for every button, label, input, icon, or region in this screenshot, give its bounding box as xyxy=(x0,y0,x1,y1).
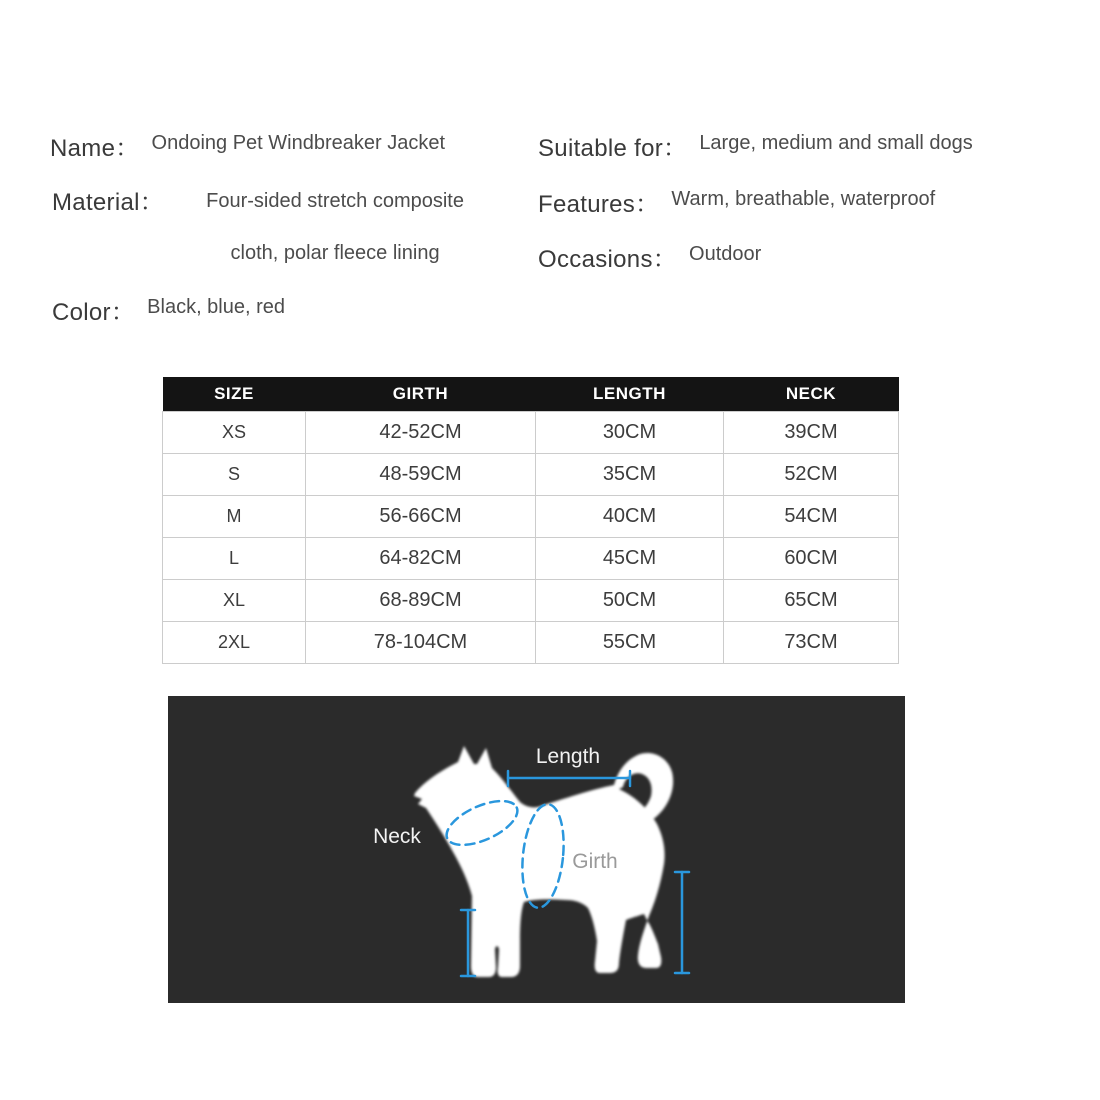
material-value-line1: Four-sided stretch composite xyxy=(206,190,464,212)
table-cell: XL xyxy=(163,580,306,622)
table-cell: M xyxy=(163,496,306,538)
table-row xyxy=(163,538,899,580)
table-header-girth: GIRTH xyxy=(306,377,536,412)
info-row-color xyxy=(52,292,285,327)
table-cell: 48-59CM xyxy=(306,454,536,496)
girth-label: Girth xyxy=(572,850,618,873)
color-value: Black, blue, red xyxy=(147,296,286,318)
name-value: Ondoing Pet Windbreaker Jacket xyxy=(151,132,446,154)
occasions-label: Occasions： xyxy=(538,246,678,273)
length-measure-line xyxy=(508,771,630,786)
dog-silhouette xyxy=(414,746,673,977)
table-cell: 68-89CM xyxy=(306,580,536,622)
measuring-diagram-panel xyxy=(168,696,905,1003)
table-cell: 54CM xyxy=(724,496,899,538)
info-row-features xyxy=(538,184,935,219)
material-value xyxy=(176,182,494,268)
occasions-value: Outdoor xyxy=(689,243,762,265)
table-header-length: LENGTH xyxy=(536,377,724,412)
color-label: Color： xyxy=(52,299,136,326)
table-row xyxy=(163,580,899,622)
table-cell: 78-104CM xyxy=(306,622,536,664)
size-table-body xyxy=(163,412,899,664)
table-cell: 52CM xyxy=(724,454,899,496)
info-row-occasions xyxy=(538,239,761,274)
table-cell: 30CM xyxy=(536,412,724,454)
suitable-for-value: Large, medium and small dogs xyxy=(699,132,973,154)
material-value-line2: cloth, polar fleece lining xyxy=(230,242,440,264)
rear-height-line xyxy=(675,872,689,973)
features-value: Warm, breathable, waterproof xyxy=(671,188,936,210)
length-label: Length xyxy=(535,745,601,768)
table-cell: 64-82CM xyxy=(306,538,536,580)
table-cell: 42-52CM xyxy=(306,412,536,454)
table-row xyxy=(163,496,899,538)
table-cell: 55CM xyxy=(536,622,724,664)
table-cell: 65CM xyxy=(724,580,899,622)
neck-label: Neck xyxy=(373,825,421,848)
table-cell: 35CM xyxy=(536,454,724,496)
table-cell: 60CM xyxy=(724,538,899,580)
table-cell: 73CM xyxy=(724,622,899,664)
table-row xyxy=(163,454,899,496)
table-cell: 56-66CM xyxy=(306,496,536,538)
table-cell: 40CM xyxy=(536,496,724,538)
info-row-material xyxy=(52,182,494,268)
table-cell: XS xyxy=(163,412,306,454)
table-header-row xyxy=(163,377,899,412)
suitable-for-label: Suitable for： xyxy=(538,135,688,162)
dog-measure-diagram xyxy=(168,696,905,1003)
table-row xyxy=(163,622,899,664)
table-row xyxy=(163,412,899,454)
table-header-size: SIZE xyxy=(163,377,306,412)
info-row-suitable-for xyxy=(538,128,973,163)
table-cell: 39CM xyxy=(724,412,899,454)
info-row-name xyxy=(50,128,445,163)
table-cell: L xyxy=(163,538,306,580)
material-label: Material： xyxy=(52,189,165,216)
table-cell: S xyxy=(163,454,306,496)
table-cell: 2XL xyxy=(163,622,306,664)
features-label: Features： xyxy=(538,191,660,218)
name-label: Name： xyxy=(50,135,140,162)
table-cell: 45CM xyxy=(536,538,724,580)
table-cell: 50CM xyxy=(536,580,724,622)
size-chart-table xyxy=(162,377,899,664)
table-header-neck: NECK xyxy=(724,377,899,412)
